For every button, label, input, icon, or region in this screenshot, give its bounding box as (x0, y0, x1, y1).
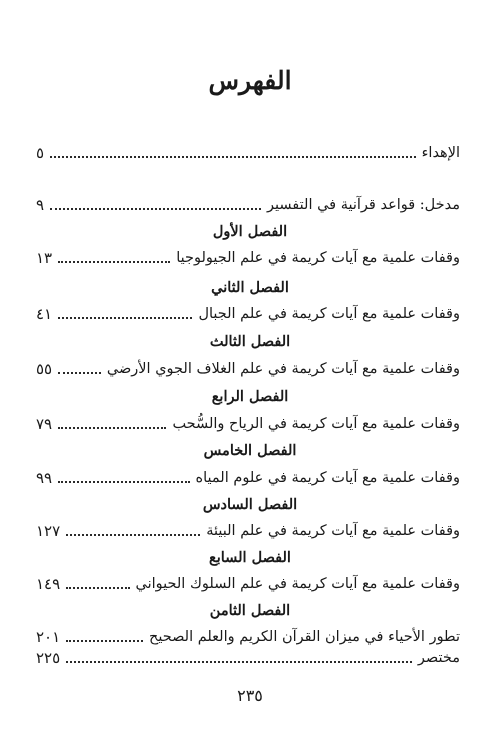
toc-entry-page: ٩ (36, 196, 45, 214)
toc-entry-animal-behavior[interactable] (36, 572, 460, 594)
chapter-heading-3: الفصل الثالث (209, 333, 291, 350)
toc-entry-title: تطور الأحياء في ميزان القرآن الكريم والعلم الصحيح (148, 629, 460, 645)
toc-entry-title: وقفات علمية مع آيات كريمة في علوم المياه (195, 470, 460, 486)
chapter-heading-5: الفصل الخامس (203, 442, 297, 459)
toc-entry-page: ١٣ (36, 249, 53, 267)
toc-entry-page: ٥٥ (36, 360, 53, 378)
toc-entry-title: وقفات علمية مع آيات كريمة في علم الجبال (198, 306, 460, 322)
chapter-heading-1: الفصل الأول (212, 223, 288, 240)
leader-dots (66, 534, 200, 536)
leader-dots (50, 156, 416, 158)
chapter-heading-4: الفصل الرابع (211, 388, 289, 405)
toc-entry-dedication[interactable] (36, 141, 460, 163)
leader-dots (58, 261, 170, 263)
toc-entry-ecology[interactable] (36, 519, 460, 541)
leader-dots (58, 317, 192, 319)
toc-entry-title: وقفات علمية مع آيات كريمة في علم السلوك الحيواني (135, 576, 460, 592)
toc-entry-title: الإهداء (421, 145, 460, 161)
toc-entry-evolution[interactable] (36, 625, 460, 647)
toc-entry-title: مختصر (417, 650, 460, 666)
toc-entry-title: وقفات علمية مع آيات كريمة في علم الجيولوجيا (176, 250, 460, 266)
toc-entry-page: ٧٩ (36, 415, 53, 433)
toc-entry-title: وقفات علمية مع آيات كريمة في علم الغلاف الجوي الأرضي (106, 361, 460, 377)
toc-entry-winds-clouds[interactable] (36, 412, 460, 434)
toc-entry-introduction[interactable] (36, 193, 460, 215)
leader-dots (58, 481, 189, 483)
page-title: الفهرس (208, 66, 292, 95)
toc-entry-page: ١٤٩ (36, 575, 61, 593)
toc-entry-page: ١٢٧ (36, 522, 61, 540)
page-number: ٢٣٥ (237, 686, 263, 705)
toc-entry-page: ٢٢٥ (36, 649, 61, 667)
leader-dots (50, 208, 261, 210)
leader-dots (66, 661, 412, 663)
toc-entry-page: ٤١ (36, 305, 53, 323)
toc-entry-page: ٩٩ (36, 469, 53, 487)
toc-entry-summary[interactable] (36, 646, 460, 668)
toc-entry-geology[interactable] (36, 246, 460, 268)
toc-entry-water-sciences[interactable] (36, 466, 460, 488)
toc-entry-atmosphere[interactable] (36, 357, 460, 379)
leader-dots (66, 587, 129, 589)
chapter-heading-8: الفصل الثامن (209, 602, 291, 619)
chapter-heading-6: الفصل السادس (202, 496, 298, 513)
leader-dots (66, 640, 143, 642)
toc-entry-title: وقفات علمية مع آيات كريمة في الرياح والسُّحب (172, 416, 460, 432)
toc-entry-title: وقفات علمية مع آيات كريمة في علم البيئة (206, 523, 460, 539)
chapter-heading-7: الفصل السابع (209, 549, 291, 566)
toc-entry-page: ٢٠١ (36, 628, 61, 646)
leader-dots (58, 372, 101, 374)
toc-entry-title: مدخل: قواعد قرآنية في التفسير (267, 197, 460, 213)
chapter-heading-2: الفصل الثاني (211, 279, 289, 296)
toc-entry-mountains[interactable] (36, 302, 460, 324)
leader-dots (58, 427, 166, 429)
toc-entry-page: ٥ (36, 144, 45, 162)
